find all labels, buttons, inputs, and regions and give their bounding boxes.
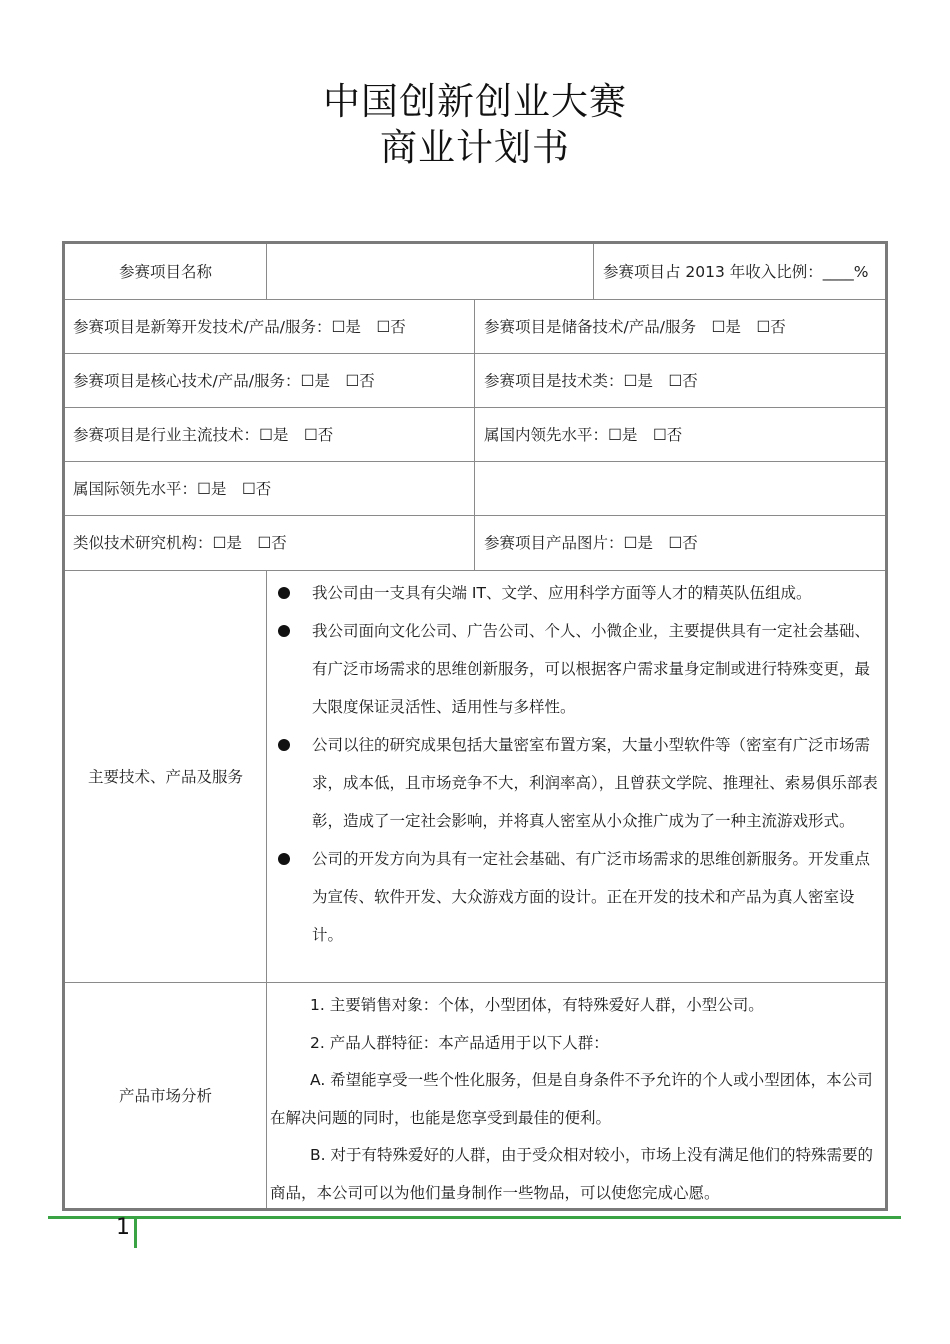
list-item: 公司以往的研究成果包括大量密室布置方案，大量小型软件等（密室有广泛市场需求，成本低，且市场竞争不大，利润率高），且曾获文学院、推理社、索易俱乐部表彰，造成了一定社会影响，并将真人密室从小众推广成为了一种主流游戏形式。 <box>270 726 884 840</box>
tech-type-checkbox-field[interactable]: 参赛项目是技术类：☐是 ☐否 <box>484 371 698 390</box>
project-name-label: 参赛项目名称 <box>118 262 212 281</box>
market-analysis-text <box>270 987 884 1212</box>
tech-bullet-list <box>270 574 884 954</box>
list-item: 我公司面向文化公司、广告公司、个人、小微企业，主要提供具有一定社会基础、有广泛市场需求的思维创新服务，可以根据客户需求量身定制或进行特殊变更，最大限度保证灵活性、适用性与多样性。 <box>270 612 884 726</box>
document-subtitle: 商业计划书 <box>380 126 570 169</box>
mainstream-tech-checkbox-field[interactable]: 参赛项目是行业主流技术：☐是 ☐否 <box>73 425 334 444</box>
reserve-tech-checkbox-field[interactable]: 参赛项目是储备技术/产品/服务 ☐是 ☐否 <box>484 317 786 336</box>
bullet-dot-icon <box>278 739 290 751</box>
footer-tick <box>134 1216 137 1248</box>
similar-institution-checkbox-field[interactable]: 类似技术研究机构：☐是 ☐否 <box>73 534 287 552</box>
bullet-dot-icon <box>278 625 290 637</box>
page-number: 1 <box>116 1215 130 1240</box>
tech-section-label: 主要技术、产品及服务 <box>87 767 243 786</box>
list-item: 我公司由一支具有尖端 IT、文学、应用科学方面等人才的精英队伍组成。 <box>270 574 884 612</box>
footer-rule <box>48 1216 901 1219</box>
column-divider <box>266 570 267 1208</box>
new-development-checkbox-field[interactable]: 参赛项目是新筹开发技术/产品/服务：☐是 ☐否 <box>73 317 406 336</box>
market-paragraph: 1. 主要销售对象：个体，小型团体，有特殊爱好人群，小型公司。 <box>310 996 764 1014</box>
project-name-field[interactable] <box>267 244 593 299</box>
list-item: 公司的开发方向为具有一定社会基础、有广泛市场需求的思维创新服务。开发重点为宣传、软件开发、大众游戏方面的设计。正在开发的技术和产品为真人密室设计。 <box>270 840 884 954</box>
bullet-dot-icon <box>278 853 290 865</box>
product-image-checkbox-field[interactable]: 参赛项目产品图片：☐是 ☐否 <box>484 534 698 552</box>
market-paragraph: A. 希望能享受一些个性化服务，但是自身条件不予允许的个人或小型团体，本公司在解决问题的同时，也能是您享受到最佳的便利。 <box>270 1071 873 1127</box>
bullet-dot-icon <box>278 587 290 599</box>
revenue-ratio-field[interactable]: 参赛项目占 2013 年收入比例：____% <box>603 262 869 281</box>
core-tech-checkbox-field[interactable]: 参赛项目是核心技术/产品/服务：☐是 ☐否 <box>73 371 375 390</box>
domestic-leading-checkbox-field[interactable]: 属国内领先水平：☐是 ☐否 <box>484 425 683 444</box>
market-paragraph: B. 对于有特殊爱好的人群，由于受众相对较小，市场上没有满足他们的特殊需要的商品，本公司可以为他们量身制作一些物品，可以使您完成心愿。 <box>270 1146 873 1202</box>
empty-cell <box>475 462 885 515</box>
market-section-label: 产品市场分析 <box>118 1086 212 1105</box>
project-form-table <box>62 241 888 1211</box>
document-title: 中国创新创业大赛 <box>323 80 627 123</box>
international-leading-checkbox-field[interactable]: 属国际领先水平：☐是 ☐否 <box>73 479 272 498</box>
market-paragraph: 2. 产品人群特征：本产品适用于以下人群： <box>310 1033 609 1052</box>
